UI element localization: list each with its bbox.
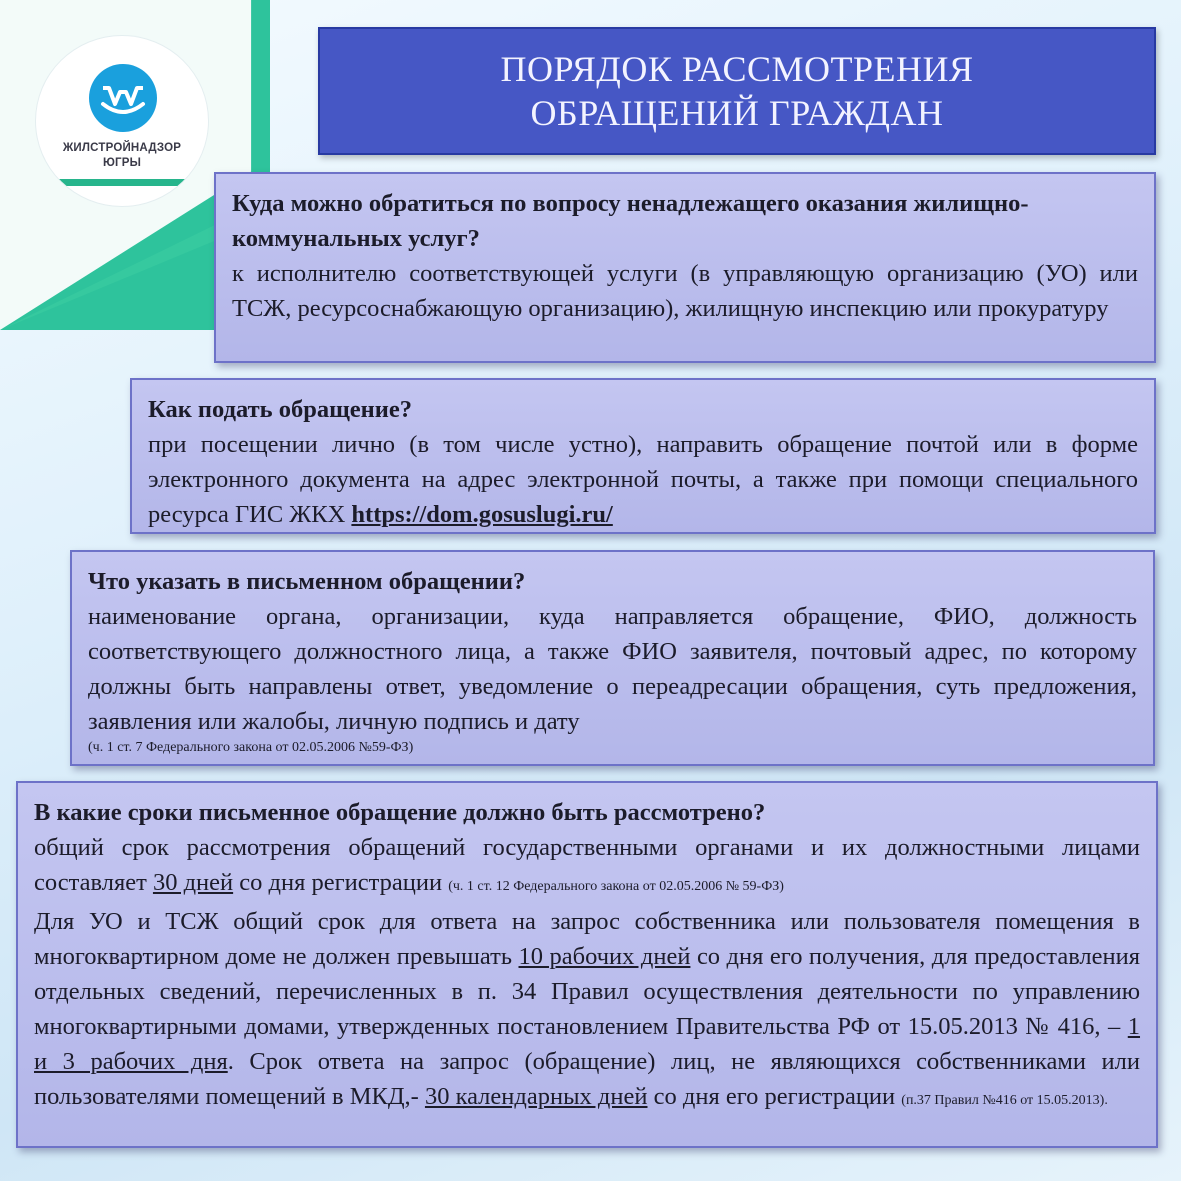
house-wave-icon — [89, 64, 157, 132]
p2-text-a: Для УО и ТСЖ общий срок для ответа на запрос собственника или пользователя помещения в многоквартирном доме не должен превышать — [34, 908, 1140, 970]
p1-text-b: со дня регистрации — [239, 869, 443, 896]
title-line2: ОБРАЩЕНИЙ ГРАЖДАН — [530, 93, 944, 133]
p2-end: . — [1104, 1093, 1108, 1108]
title-line1: ПОРЯДОК РАССМОТРЕНИЯ — [500, 49, 974, 89]
p2-text-b: со дня его получения, для предоставления отдельных сведений, перечисленных в п. 34 Правил осуществления деятельности по управлению многоквартирными домами, утвержденных постановлением Правительства РФ от 15.05.2013 № 416, – — [34, 943, 1141, 1040]
section-how-to-apply — [130, 378, 1156, 534]
gis-zhkh-link[interactable]: https://dom.gosuslugi.ru/ — [351, 501, 613, 528]
section-where-to-apply — [214, 172, 1156, 363]
logo-line2: ЮГРЫ — [102, 157, 142, 169]
logo — [36, 36, 208, 206]
section-what-to-include — [70, 550, 1155, 766]
p1-reference: (ч. 1 ст. 12 Федерального закона от 02.05.2006 № 59-ФЗ) — [448, 879, 784, 894]
p2-term: 10 рабочих дней — [518, 943, 691, 970]
p2-term2: 1 и 3 рабочих дня — [34, 1013, 1141, 1075]
page-title — [318, 27, 1156, 155]
p1-term: 30 дней — [152, 869, 234, 896]
section1-answer: к исполнителю соответствующей услуги (в управляющую организацию (УО) или ТСЖ, ресурсоснабжающую организацию), жилищную инспекцию или прокуратуру — [232, 260, 1138, 322]
section4-paragraph1 — [34, 830, 1140, 904]
section-deadlines — [16, 781, 1158, 1148]
p1-text-a: общий срок рассмотрения обращений государственными органами и их должностными лицами составляет — [34, 834, 1140, 896]
p2-reference: (п.37 Правил №416 от 15.05.2013) — [901, 1093, 1105, 1108]
section3-question: Что указать в письменном обращении? — [88, 568, 526, 595]
logo-text — [36, 141, 208, 171]
p2-text-d: со дня его регистрации — [653, 1083, 896, 1110]
section4-paragraph2 — [34, 904, 1140, 1118]
section2-answer: при посещении лично (в том числе устно), направить обращение почтой или в форме электронного документа на адрес электронной почты, а также при помощи специального ресурса ГИС ЖКХ — [148, 431, 1138, 528]
logo-line1: ЖИЛСТРОЙНАДЗОР — [62, 142, 182, 154]
section4-question: В какие сроки письменное обращение должно быть рассмотрено? — [34, 799, 766, 826]
logo-stripe — [56, 179, 188, 186]
section1-question: Куда можно обратиться по вопросу ненадлежащего оказания жилищно-коммунальных услуг? — [232, 190, 1029, 252]
section2-answer-block — [148, 427, 1138, 532]
section3-answer: наименование органа, организации, куда направляется обращение, ФИО, должность соответствующего должностного лица, а также ФИО заявителя, почтовый адрес, по которому должны быть направлены ответ, уведомление о переадресации обращения, суть предложения, заявления или жалобы, личную подпись и дату — [88, 603, 1137, 735]
section3-reference: (ч. 1 ст. 7 Федерального закона от 02.05.2006 №59-ФЗ) — [88, 740, 414, 755]
section2-question: Как подать обращение? — [148, 396, 413, 423]
p2-text-c: . Срок ответа на запрос (обращение) лиц, не являющихся собственниками или пользователями помещений в МКД,- — [34, 1048, 1140, 1110]
p2-term3: 30 календарных дней — [424, 1083, 648, 1110]
